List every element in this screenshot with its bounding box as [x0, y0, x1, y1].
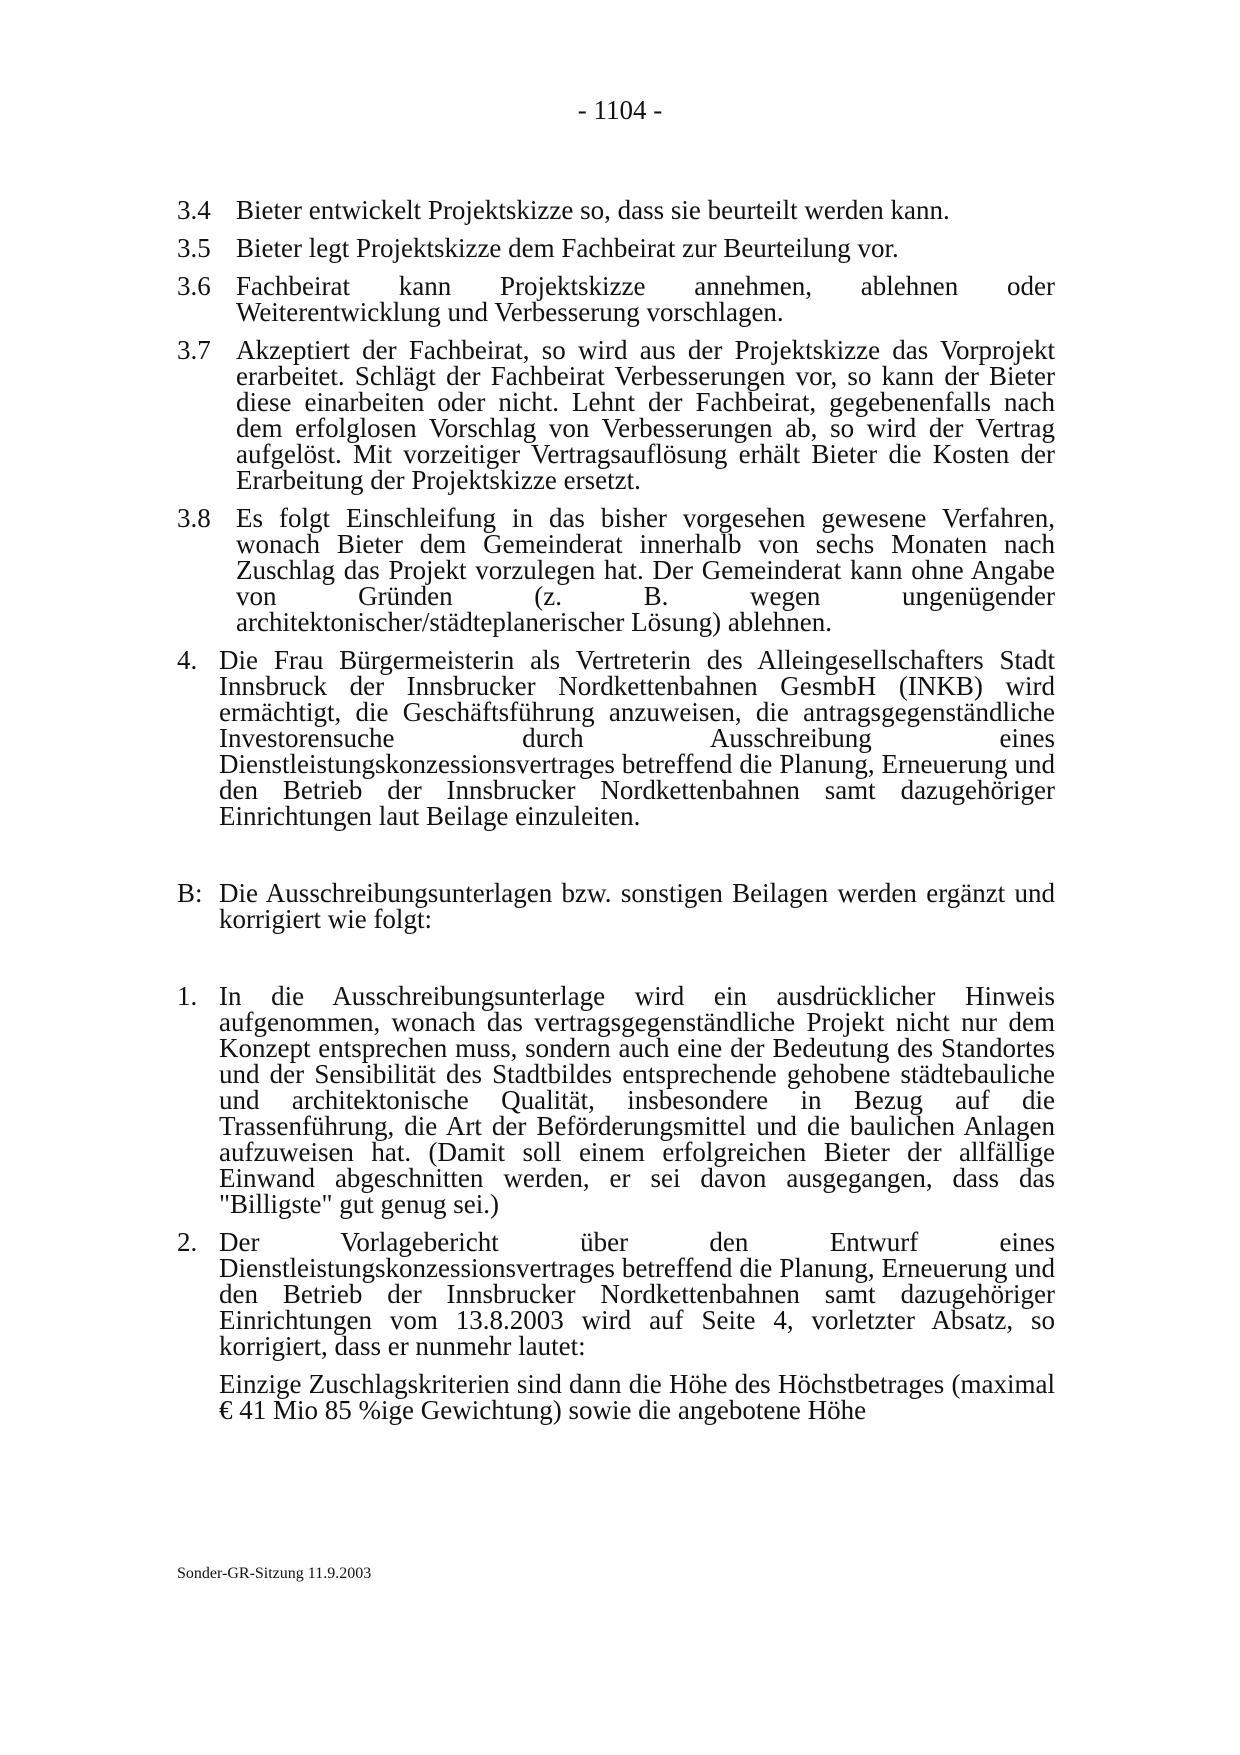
item-text: Der Vorlagebericht über den Entwurf eines Dienstleistungskonzessionsvertrages betreffend die Planung, Erneuerung und den Betrieb der Innsbrucker Nordkettenbahnen samt dazugehöriger Einrichtungen vom 13.8.2003 wird auf Seite 4, vorletzter Absatz, so korrigiert, dass er nunmehr lautet:: [219, 1227, 1055, 1361]
item-number: 3.6: [177, 271, 211, 301]
list-item-3-5: [177, 235, 1055, 261]
list-item-3-6: [177, 273, 1055, 325]
page-number: - 1104 -: [577, 95, 663, 125]
item-number: 3.5: [177, 233, 211, 263]
item-number: 2.: [177, 1227, 198, 1257]
list-item-3-4: [177, 197, 1055, 223]
item-number: 4.: [177, 645, 198, 675]
document-body: [177, 197, 1055, 1423]
section-b: [177, 880, 1055, 932]
list-item-b-1: [177, 983, 1055, 1217]
b2-continuation-paragraph: Einzige Zuschlagskriterien sind dann die Höhe des Höchstbetrages (maximal € 41 Mio 85 %ige Gewichtung) sowie die angebotene Höhe: [219, 1369, 1055, 1425]
item-text: Es folgt Einschleifung in das bisher vorgesehen gewesene Verfahren, wonach Bieter dem Gemeinderat innerhalb von sechs Monaten nach Zuschlag das Projekt vorzulegen hat. Der Gemeinderat kann ohne Angabe von Gründen (z. B. wegen ungenügender architektonischer/städteplanerischer Lösung) ablehnen.: [236, 503, 1055, 637]
list-item-3-8: [177, 505, 1055, 635]
item-number: 1.: [177, 981, 198, 1011]
section-text: Die Ausschreibungsunterlagen bzw. sonstigen Beilagen werden ergänzt und korrigiert wie folgt:: [219, 878, 1055, 934]
item-number: 3.7: [177, 335, 211, 365]
item-text: Bieter entwickelt Projektskizze so, dass sie beurteilt werden kann.: [236, 195, 950, 225]
item-text: Die Frau Bürgermeisterin als Vertreterin des Alleingesellschafters Stadt Innsbruck der Innsbrucker Nordkettenbahnen GesmbH (INKB) wird ermächtigt, die Geschäftsführung anzuweisen, die antragsgegenständliche Investorensuche durch Ausschreibung eines Dienstleistungskonzessionsvertrages betreffend die Planung, Erneuerung und den Betrieb der Innsbrucker Nordkettenbahnen samt dazugehöriger Einrichtungen laut Beilage einzuleiten.: [219, 645, 1055, 831]
item-text: In die Ausschreibungsunterlage wird ein ausdrücklicher Hinweis aufgenommen, wonach das vertragsgegenständliche Projekt nicht nur dem Konzept entsprechen muss, sondern auch eine der Bedeutung des Standortes und der Sensibilität des Stadtbildes entsprechende gehobene städtebauliche und architektonische Qualität, insbesondere in Bezug auf die Trassenführung, die Art der Beförderungsmittel und die baulichen Anlagen aufzuweisen hat. (Damit soll einem erfolgreichen Bieter der allfällige Einwand abgeschnitten werden, er sei davon ausgegangen, dass das "Billigste" gut genug sei.): [219, 981, 1055, 1219]
footer: Sonder-GR-Sitzung 11.9.2003: [177, 1565, 372, 1582]
list-item-b-2: [177, 1229, 1055, 1359]
item-text: Akzeptiert der Fachbeirat, so wird aus der Projektskizze das Vorprojekt erarbeitet. Schlägt der Fachbeirat Verbesserungen vor, so kann der Bieter diese einarbeiten oder nicht. Lehnt der Fachbeirat, gegebenenfalls nach dem erfolglosen Vorschlag von Verbesserungen ab, so wird der Vertrag aufgelöst. Mit vorzeitiger Vertragsauflösung erhält Bieter die Kosten der Erarbeitung der Projektskizze ersetzt.: [236, 335, 1055, 495]
list-item-4: [177, 647, 1055, 829]
item-number: 3.8: [177, 503, 211, 533]
item-text: Bieter legt Projektskizze dem Fachbeirat zur Beurteilung vor.: [236, 233, 899, 263]
list-item-3-7: [177, 337, 1055, 493]
section-label: B:: [177, 878, 203, 908]
item-number: 3.4: [177, 195, 211, 225]
item-text: Fachbeirat kann Projektskizze annehmen, ablehnen oder Weiterentwicklung und Verbesserung vorschlagen.: [236, 271, 1055, 327]
